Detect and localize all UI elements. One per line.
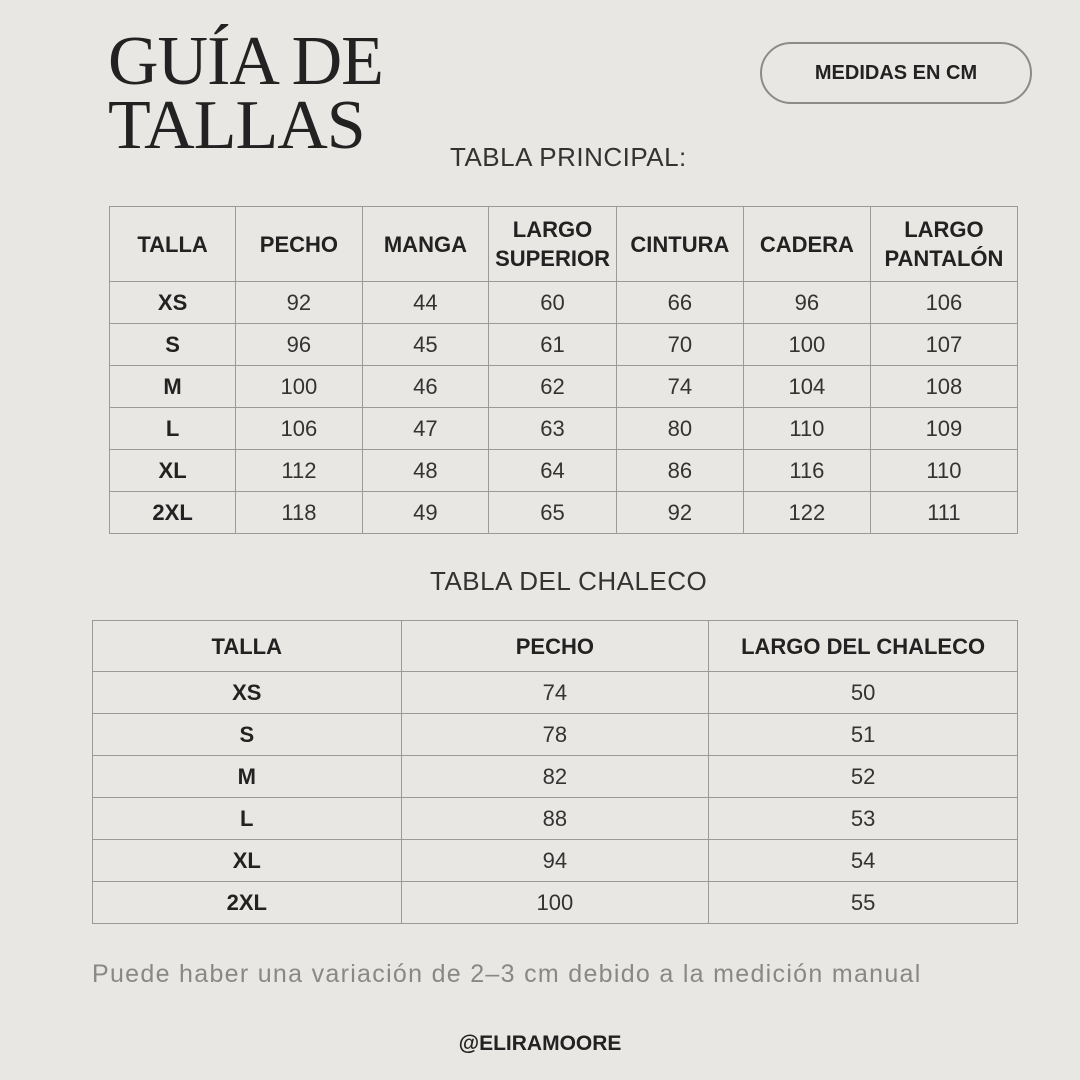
page-title xyxy=(108,23,383,164)
value-cell: 78 xyxy=(401,714,709,756)
value-cell: 63 xyxy=(489,408,617,450)
value-cell: 44 xyxy=(362,282,489,324)
value-cell: 65 xyxy=(489,492,617,534)
column-header: LARGO DEL CHALECO xyxy=(709,621,1018,672)
value-cell: 109 xyxy=(870,408,1017,450)
column-header: CADERA xyxy=(743,207,870,282)
table-row xyxy=(110,450,1018,492)
value-cell: 66 xyxy=(616,282,743,324)
column-header: PECHO xyxy=(236,207,362,282)
value-cell: 80 xyxy=(616,408,743,450)
column-header: TALLA xyxy=(110,207,236,282)
vest-size-table xyxy=(92,620,1018,924)
value-cell: 116 xyxy=(743,450,870,492)
column-header: MANGA xyxy=(362,207,489,282)
table-row xyxy=(93,714,1018,756)
value-cell: 100 xyxy=(236,366,362,408)
brand-handle: @ELIRAMOORE xyxy=(458,1032,622,1055)
size-cell: L xyxy=(93,798,402,840)
table-row xyxy=(110,324,1018,366)
value-cell: 106 xyxy=(236,408,362,450)
value-cell: 92 xyxy=(616,492,743,534)
column-header: LARGO PANTALÓN xyxy=(870,207,1017,282)
units-badge: MEDIDAS EN CM xyxy=(760,42,1032,104)
value-cell: 107 xyxy=(870,324,1017,366)
size-cell: L xyxy=(110,408,236,450)
value-cell: 61 xyxy=(489,324,617,366)
value-cell: 112 xyxy=(236,450,362,492)
value-cell: 47 xyxy=(362,408,489,450)
value-cell: 70 xyxy=(616,324,743,366)
size-cell: XS xyxy=(93,672,402,714)
value-cell: 48 xyxy=(362,450,489,492)
table-row xyxy=(93,756,1018,798)
value-cell: 50 xyxy=(709,672,1018,714)
size-cell: S xyxy=(110,324,236,366)
size-cell: 2XL xyxy=(110,492,236,534)
table-row xyxy=(110,492,1018,534)
value-cell: 62 xyxy=(489,366,617,408)
table-header-row xyxy=(110,207,1018,282)
value-cell: 86 xyxy=(616,450,743,492)
table-row xyxy=(93,882,1018,924)
value-cell: 46 xyxy=(362,366,489,408)
measurement-note: Puede haber una variación de 2–3 cm debido a la medición manual xyxy=(92,960,922,988)
value-cell: 74 xyxy=(616,366,743,408)
table-row xyxy=(110,282,1018,324)
size-cell: M xyxy=(93,756,402,798)
title-line-1: GUÍA DE xyxy=(108,23,383,100)
value-cell: 45 xyxy=(362,324,489,366)
value-cell: 60 xyxy=(489,282,617,324)
value-cell: 51 xyxy=(709,714,1018,756)
value-cell: 111 xyxy=(870,492,1017,534)
table-row xyxy=(110,408,1018,450)
size-cell: 2XL xyxy=(93,882,402,924)
value-cell: 96 xyxy=(236,324,362,366)
table-row xyxy=(93,798,1018,840)
value-cell: 82 xyxy=(401,756,709,798)
value-cell: 94 xyxy=(401,840,709,882)
table-row xyxy=(93,840,1018,882)
value-cell: 110 xyxy=(743,408,870,450)
size-cell: M xyxy=(110,366,236,408)
table-row xyxy=(110,366,1018,408)
size-cell: XL xyxy=(110,450,236,492)
value-cell: 104 xyxy=(743,366,870,408)
value-cell: 108 xyxy=(870,366,1017,408)
size-cell: XL xyxy=(93,840,402,882)
value-cell: 88 xyxy=(401,798,709,840)
value-cell: 64 xyxy=(489,450,617,492)
value-cell: 53 xyxy=(709,798,1018,840)
value-cell: 118 xyxy=(236,492,362,534)
value-cell: 54 xyxy=(709,840,1018,882)
size-cell: S xyxy=(93,714,402,756)
value-cell: 52 xyxy=(709,756,1018,798)
column-header: PECHO xyxy=(401,621,709,672)
column-header: CINTURA xyxy=(616,207,743,282)
value-cell: 49 xyxy=(362,492,489,534)
value-cell: 122 xyxy=(743,492,870,534)
value-cell: 74 xyxy=(401,672,709,714)
column-header: TALLA xyxy=(93,621,402,672)
title-line-2: TALLAS xyxy=(108,87,365,164)
table-header-row xyxy=(93,621,1018,672)
value-cell: 110 xyxy=(870,450,1017,492)
value-cell: 55 xyxy=(709,882,1018,924)
vest-table-caption: TABLA DEL CHALECO xyxy=(430,566,708,596)
size-cell: XS xyxy=(110,282,236,324)
value-cell: 96 xyxy=(743,282,870,324)
value-cell: 106 xyxy=(870,282,1017,324)
value-cell: 100 xyxy=(401,882,709,924)
table-row xyxy=(93,672,1018,714)
main-table-caption: TABLA PRINCIPAL: xyxy=(450,142,687,172)
value-cell: 100 xyxy=(743,324,870,366)
value-cell: 92 xyxy=(236,282,362,324)
column-header: LARGO SUPERIOR xyxy=(489,207,617,282)
main-size-table xyxy=(109,206,1018,534)
